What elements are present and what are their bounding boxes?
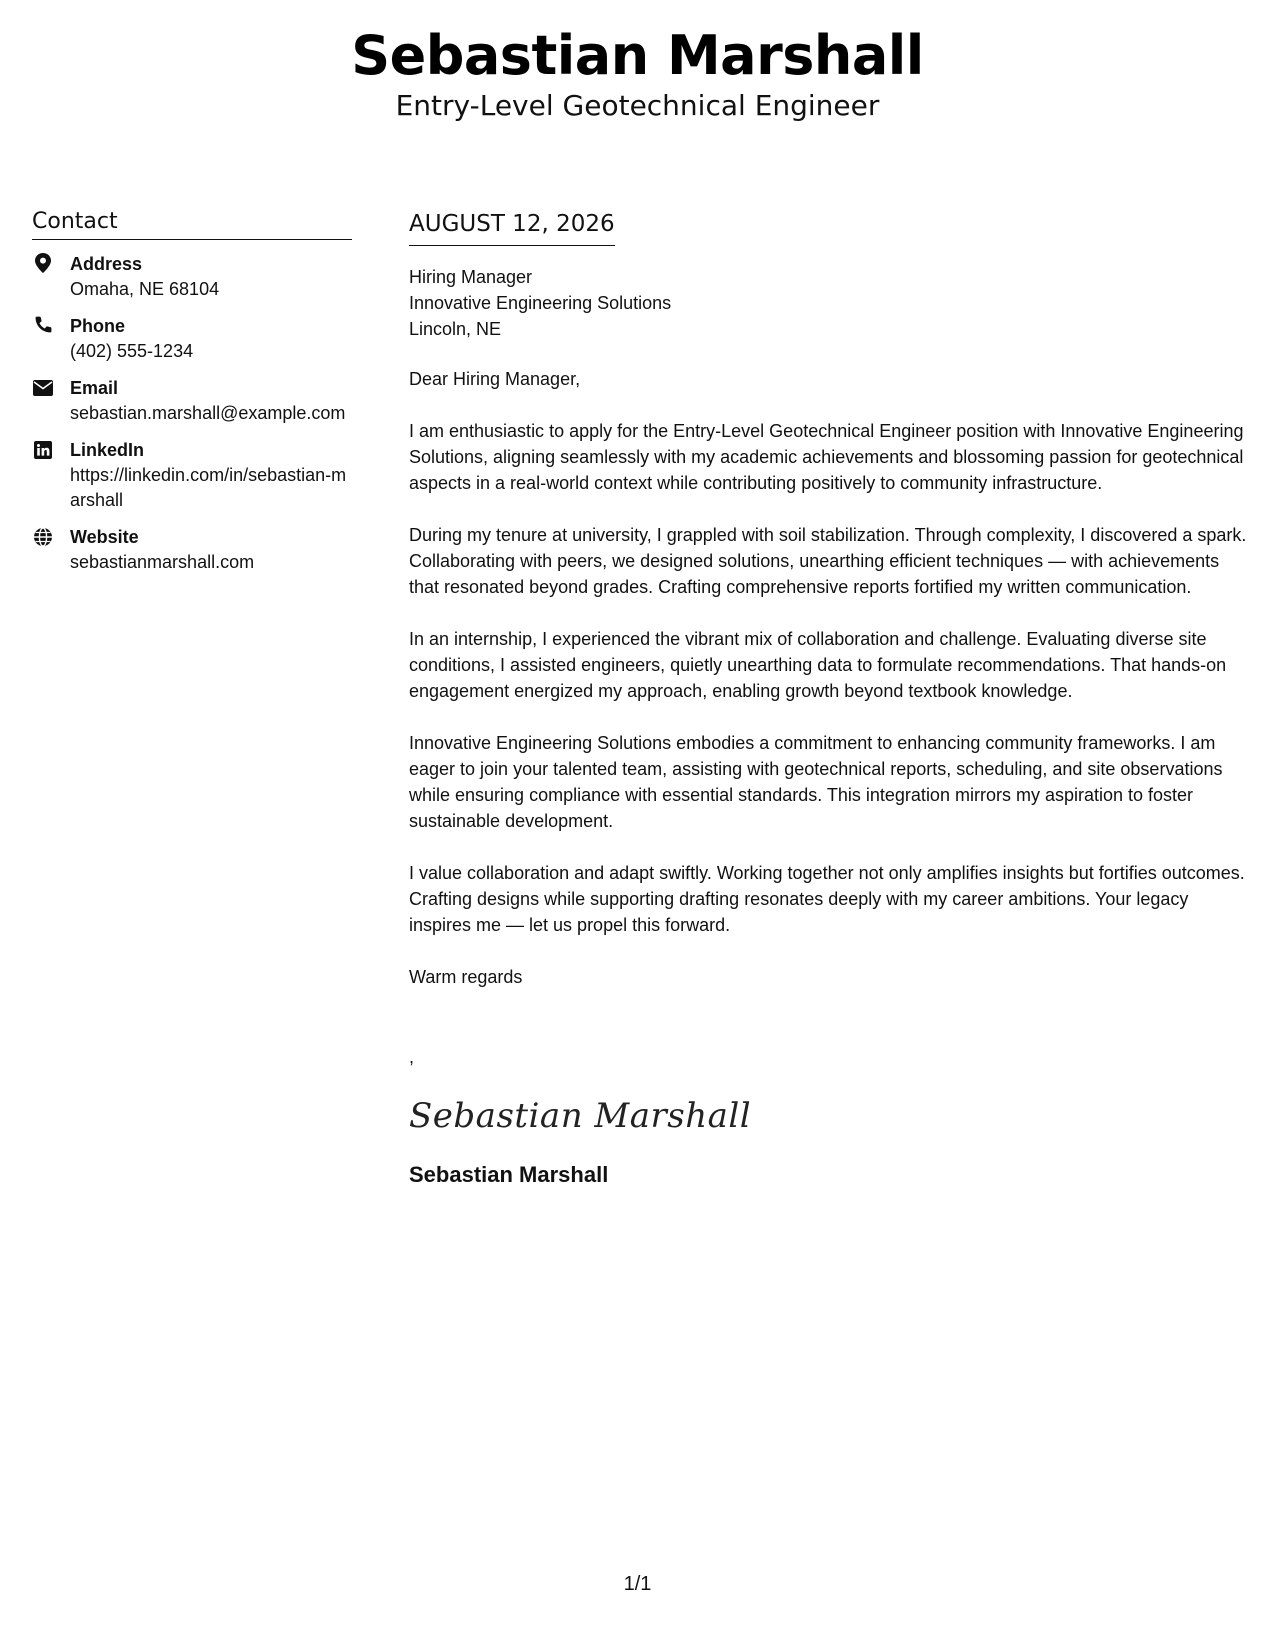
recipient-company: Innovative Engineering Solutions bbox=[409, 293, 672, 313]
applicant-title: Entry-Level Geotechnical Engineer bbox=[395, 89, 880, 122]
letter-header bbox=[0, 24, 1275, 124]
linkedin-value[interactable]: https://linkedin.com/in/sebastian-marshall bbox=[70, 465, 347, 510]
letter-paragraph: In an internship, I experienced the vibrant mix of collaboration and challenge. Evaluating diverse site conditions, I assisted engineers, quietly unearthing data to formulate recommendations. That hands-on engagement energized my approach, enabling growth beyond textbook knowledge. bbox=[409, 629, 1227, 701]
phone-value: (402) 555-1234 bbox=[70, 341, 194, 361]
address-value: Omaha, NE 68104 bbox=[70, 279, 220, 299]
phone-label: Phone bbox=[70, 316, 126, 336]
linkedin-icon bbox=[32, 439, 54, 461]
contact-linkedin bbox=[32, 438, 352, 513]
closing-comma: , bbox=[409, 1047, 415, 1067]
letter-greeting: Dear Hiring Manager, bbox=[409, 369, 581, 389]
contact-phone bbox=[32, 314, 352, 364]
phone-icon bbox=[32, 315, 54, 337]
globe-icon bbox=[32, 526, 54, 548]
location-pin-icon bbox=[32, 253, 54, 275]
handwritten-signature: Sebastian Marshall bbox=[409, 1096, 752, 1136]
page-number: 1/1 bbox=[623, 1573, 652, 1595]
website-value[interactable]: sebastianmarshall.com bbox=[70, 552, 255, 572]
contact-website bbox=[32, 525, 352, 575]
website-label: Website bbox=[70, 527, 139, 547]
email-label: Email bbox=[70, 378, 119, 398]
contact-address bbox=[32, 252, 352, 302]
letter-paragraph: Innovative Engineering Solutions embodies a commitment to enhancing community frameworks. I am eager to join your talented team, assisting with geotechnical reports, scheduling, and site observations while ensuring compliance with essential standards. This integration mirrors my aspiration to foster sustainable development. bbox=[409, 733, 1223, 831]
email-value[interactable]: sebastian.marshall@example.com bbox=[70, 403, 346, 423]
contact-sidebar bbox=[32, 208, 352, 575]
letter-paragraph: During my tenure at university, I grappled with soil stabilization. Through complexity, I discovered a spark. Collaborating with peers, we designed solutions, unearthing efficient techniques — with achievements that resonated beyond grades. Crafting comprehensive reports fortified my written communication. bbox=[409, 525, 1247, 597]
linkedin-label: LinkedIn bbox=[70, 440, 145, 460]
applicant-name: Sebastian Marshall bbox=[351, 24, 924, 87]
recipient-name: Hiring Manager bbox=[409, 267, 533, 287]
envelope-icon bbox=[32, 377, 54, 399]
letter-date: AUGUST 12, 2026 bbox=[409, 208, 615, 246]
contact-heading: Contact bbox=[32, 208, 352, 240]
letter-paragraph: I value collaboration and adapt swiftly. Working together not only amplifies insights but fortifies outcomes. Crafting designs while supporting drafting resonates deeply with my career ambitions. Your legacy inspires me — let us propel this forward. bbox=[409, 863, 1245, 935]
contact-email bbox=[32, 376, 352, 426]
letter-closing: Warm regards bbox=[409, 967, 523, 987]
recipient-location: Lincoln, NE bbox=[409, 319, 502, 339]
address-label: Address bbox=[70, 254, 143, 274]
letter-body bbox=[409, 208, 1249, 1190]
letter-paragraph: I am enthusiastic to apply for the Entry-Level Geotechnical Engineer position with Innovative Engineering Solutions, aligning seamlessly with my academic achievements and blossoming passion for geotechnical aspects in a real-world context while contributing positively to community infrastructure. bbox=[409, 421, 1244, 493]
recipient-block bbox=[409, 264, 1249, 342]
signer-name: Sebastian Marshall bbox=[409, 1162, 609, 1187]
